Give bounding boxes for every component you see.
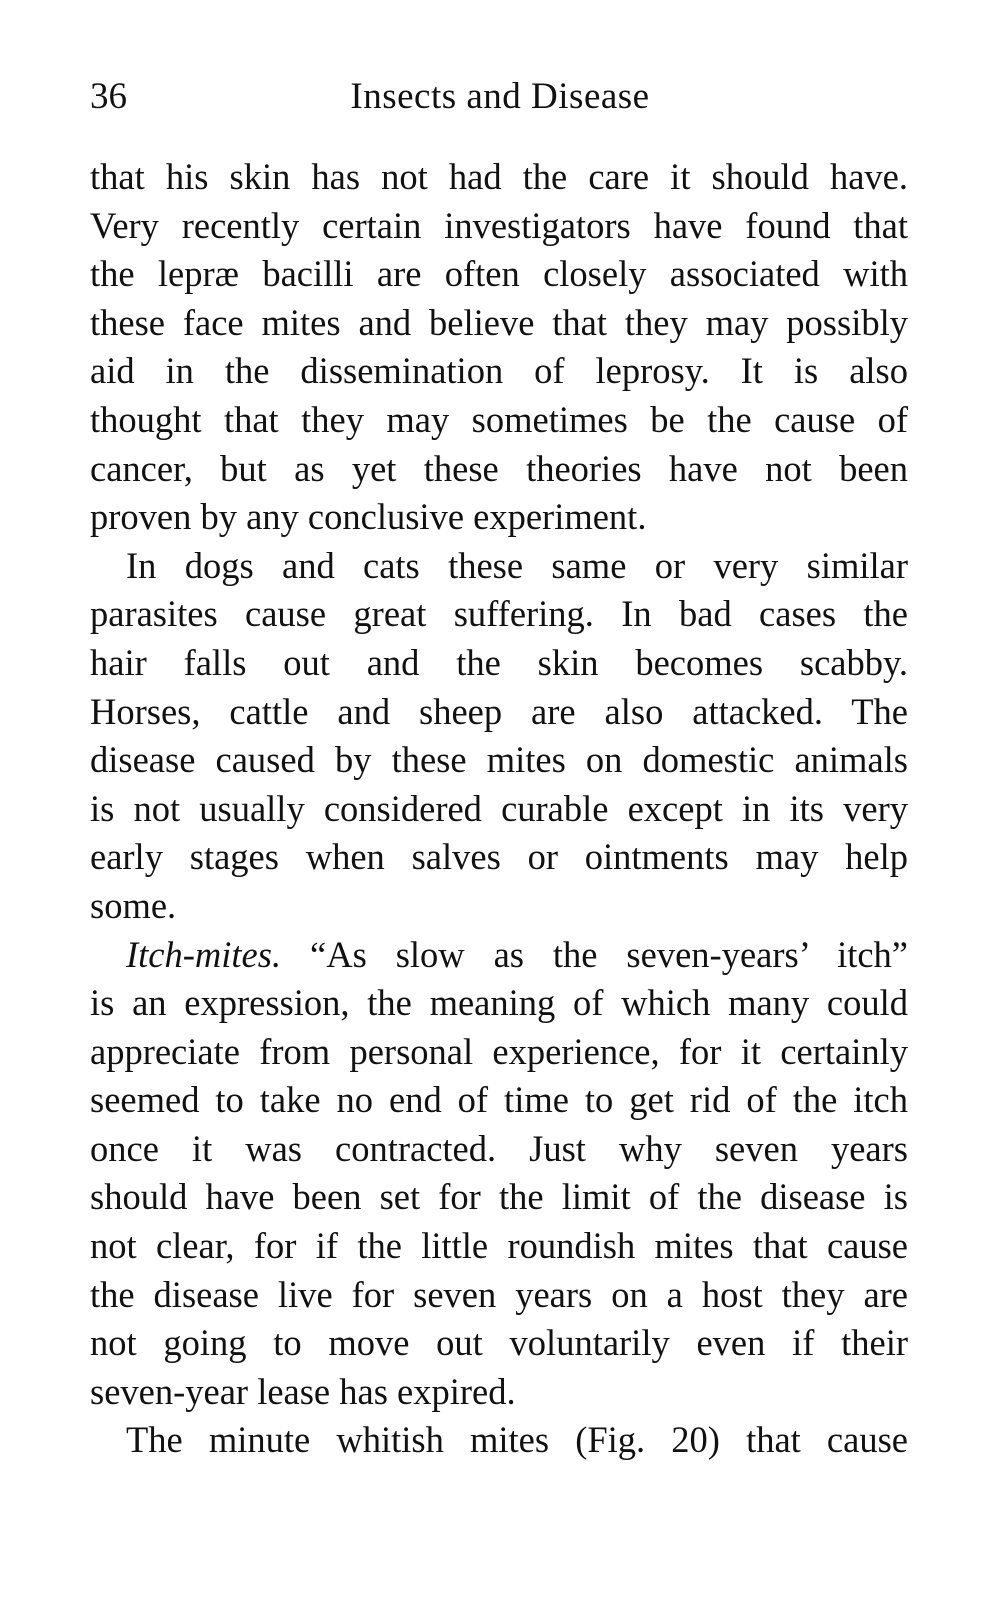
text-line: In dogs and cats these same or very similar — [126, 544, 908, 586]
text-line: The minute whitish mites (Fig. 20) that cause — [126, 1419, 908, 1461]
page-header — [90, 72, 910, 122]
text-line: cancer, but as yet these theories have not been — [90, 447, 908, 489]
text-line: hair falls out and the skin becomes scabby. — [90, 641, 908, 683]
text-line: early stages when salves or ointments may help — [90, 836, 908, 878]
running-head: Insects and Disease — [350, 76, 650, 117]
text-line: seven-year lease has expired. — [90, 1370, 516, 1412]
body-text — [90, 153, 908, 1465]
text-line: that his skin has not had the care it should have. — [90, 156, 908, 197]
text-line: aid in the dissemination of leprosy. It is also — [90, 350, 908, 392]
text-line: the disease live for seven years on a host they are — [90, 1273, 908, 1315]
text-line: is an expression, the meaning of which many could — [90, 982, 908, 1024]
text-line: some. — [90, 884, 177, 926]
text-line: parasites cause great suffering. In bad cases the — [90, 593, 908, 635]
text-line: not clear, for if the little roundish mites that cause — [90, 1225, 908, 1267]
text-line: once it was contracted. Just why seven years — [90, 1127, 908, 1169]
text-line: disease caused by these mites on domestic animals — [90, 739, 908, 781]
page-number: 36 — [90, 76, 127, 117]
text-line: Horses, cattle and sheep are also attacked. The — [90, 690, 908, 732]
text-line: these face mites and believe that they may possibly — [90, 301, 908, 343]
text-line-rest: “As slow as the seven-years’ itch” — [310, 933, 909, 975]
text-line: Very recently certain investigators have found that — [90, 204, 908, 246]
text-line: should have been set for the limit of the disease is — [90, 1176, 908, 1218]
text-line: appreciate from personal experience, for it certainly — [90, 1030, 908, 1072]
text-line: the lepræ bacilli are often closely associated with — [90, 253, 908, 295]
text-line: is not usually considered curable except in its very — [90, 787, 908, 829]
section-heading-itch-mites: Itch-mites. — [126, 933, 282, 975]
text-line: seemed to take no end of time to get rid of the itch — [90, 1079, 908, 1121]
text-line: not going to move out voluntarily even if their — [90, 1322, 908, 1364]
text-line: thought that they may sometimes be the cause of — [90, 398, 908, 440]
text-line: proven by any conclusive experiment. — [90, 496, 647, 538]
text-line-itch-mites — [90, 931, 908, 980]
